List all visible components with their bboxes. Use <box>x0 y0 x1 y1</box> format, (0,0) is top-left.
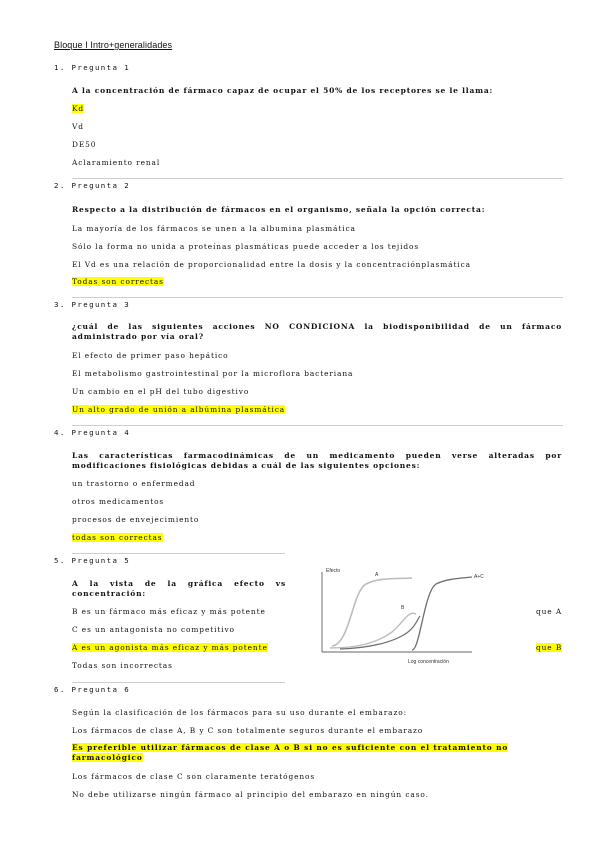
curve-b-light <box>330 613 416 648</box>
q6-option-d[interactable]: No debe utilizarse ningún fármaco al principio del embarazo en ningún caso. <box>72 790 429 799</box>
q5-option-a-tail: que A <box>536 607 563 616</box>
q6-option-a[interactable]: Los fármacos de clase A, B y C son totalmente seguros durante el embarazo <box>72 726 424 735</box>
q2-option-d[interactable]: Todas son correctas <box>72 277 164 286</box>
separator <box>72 297 563 298</box>
question-5-stem: A la vista de la gráfica efecto vs concentración: <box>72 579 286 598</box>
graph-label-ac: A+C <box>474 574 484 580</box>
question-6-stem: Según la clasificación de los fármacos para su uso durante el embarazo: <box>72 708 407 717</box>
question-1-stem: A la concentración de fármaco capaz de ocupar el 50% de los receptores se le llama: <box>72 86 494 95</box>
q4-option-d[interactable]: todas son correctas <box>72 533 163 542</box>
q1-option-b[interactable]: Vd <box>72 122 84 131</box>
document-title: Bloque I Intro+generalidades <box>54 40 173 50</box>
question-6-header: 6. Pregunta 6 <box>54 685 131 694</box>
q2-option-a[interactable]: La mayoría de los fármacos se unen a la albumina plasmática <box>72 224 356 233</box>
q1-option-c[interactable]: DE50 <box>72 140 97 149</box>
separator <box>72 682 285 683</box>
q1-option-a[interactable]: Kd <box>72 104 85 113</box>
graph-y-label: Efecto <box>326 568 341 574</box>
q3-option-b[interactable]: El metabolismo gastrointestinal por la microflora bacteriana <box>72 369 354 378</box>
question-2-header: 2. Pregunta 2 <box>54 181 131 190</box>
effect-concentration-graph <box>300 562 500 672</box>
q2-option-c[interactable]: El Vd es una relación de proporcionalidad entre la dosis y la concentraciónplasmática <box>72 260 471 269</box>
q3-option-c[interactable]: Un cambio en el pH del tubo digestivo <box>72 387 250 396</box>
q6-option-c[interactable]: Los fármacos de clase C son claramente teratógenos <box>72 772 316 781</box>
separator <box>72 178 563 179</box>
q5-option-d[interactable]: Todas son incorrectas <box>72 661 173 670</box>
q2-option-b[interactable]: Sólo la forma no unida a proteínas plasmáticas puede acceder a los tejidos <box>72 242 420 251</box>
q3-option-d[interactable]: Un alto grado de unión a albúmina plasmática <box>72 405 286 414</box>
curve-a-plus-c <box>412 577 472 650</box>
q5-option-c[interactable]: A es un agonista más eficaz y más potente <box>72 643 268 652</box>
q4-option-a[interactable]: un trastorno o enfermedad <box>72 479 196 488</box>
question-3-stem: ¿cuál de las siguientes acciones NO CONDICIONA la biodisponibilidad de un fármaco administrado por vía oral? <box>72 322 562 341</box>
curve-b <box>340 616 420 649</box>
graph-x-label: Log concentración <box>408 659 449 665</box>
q6-option-b[interactable] <box>72 743 562 763</box>
curve-a <box>332 578 412 646</box>
q4-option-c[interactable]: procesos de envejecimiento <box>72 515 200 524</box>
q5-option-a[interactable]: B es un fármaco más eficaz y más potente <box>72 607 266 616</box>
graph-label-a: A <box>375 572 379 578</box>
question-3-header: 3. Pregunta 3 <box>54 300 131 309</box>
question-4-stem: Las características farmacodinámicas de un medicamento pueden verse alteradas por modificaciones fisiológicas debidas a cuál de las siguientes opciones: <box>72 451 562 470</box>
question-1-header: 1. Pregunta 1 <box>54 63 131 72</box>
q4-option-b[interactable]: otros medicamentos <box>72 497 165 506</box>
question-5-header: 5. Pregunta 5 <box>54 556 131 565</box>
q1-option-d[interactable]: Aclaramiento renal <box>72 158 161 167</box>
graph-label-b: B <box>401 605 405 611</box>
separator <box>72 553 285 554</box>
separator <box>72 425 563 426</box>
q6-option-b-text: Es preferible utilizar fármacos de clase A o B si no es suficiente con el tratamiento no farmacológico <box>72 743 509 762</box>
q3-option-a[interactable]: El efecto de primer paso hepático <box>72 351 229 360</box>
question-4-header: 4. Pregunta 4 <box>54 428 131 437</box>
question-2-stem: Respecto a la distribución de fármacos en el organismo, señala la opción correcta: <box>72 205 486 214</box>
q5-option-c-tail: que B <box>536 643 563 652</box>
q5-option-b[interactable]: C es un antagonista no competitivo <box>72 625 235 634</box>
